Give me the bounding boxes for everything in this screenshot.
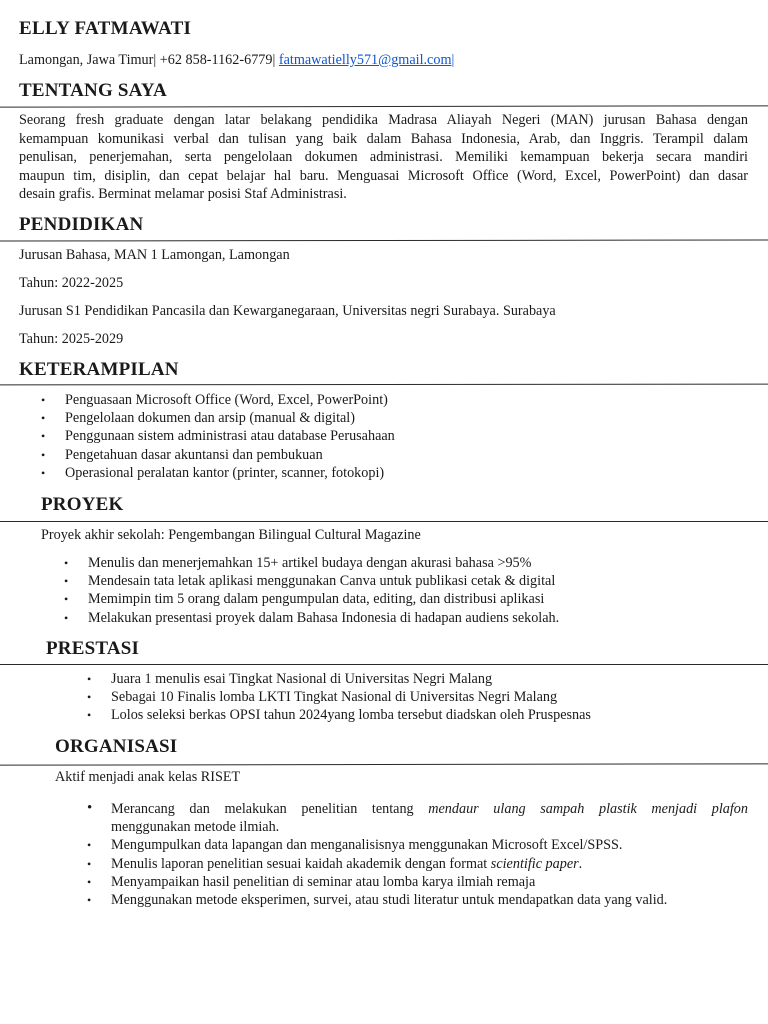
achievement-text: Sebagai 10 Finalis lomba LKTI Tingkat Nasional di Universitas Negri Malang	[111, 689, 558, 706]
bullet-icon: •	[64, 592, 69, 607]
section-title-achievements: PRESTASI	[46, 638, 140, 659]
bullet-icon: •	[64, 556, 69, 570]
achievements-list	[87, 670, 591, 725]
list-item	[64, 609, 560, 627]
skill-text: Penguasaan Microsoft Office (Word, Excel, PowerPoint)	[65, 392, 388, 408]
organization-text: Menulis laporan penelitian sesuai kaidah akademik dengan format	[111, 855, 491, 872]
organization-text: Menggunakan metode eksperimen, survei, atau studi literatur untuk mendapatkan data yang valid.	[111, 892, 668, 909]
bullet-icon: •	[41, 447, 46, 462]
about-line: kemampuan komunikasi verbal dan tulisan yang baik dalam Bahasa Indonesia, Arab, dan Inggris. Terampil dalam	[19, 130, 748, 147]
organization-text: menggunakan metode ilmiah.	[111, 819, 280, 836]
organization-text-italic: scientific paper	[490, 855, 579, 872]
bullet-icon: •	[41, 393, 46, 407]
section-divider	[0, 105, 768, 107]
organization-text: Merancang dan melakukan penelitian tentang	[111, 801, 429, 817]
skill-text: Penggunaan sistem administrasi atau database Perusahaan	[65, 428, 395, 445]
project-list	[64, 554, 560, 627]
skill-text: Pengelolaan dokumen dan arsip (manual & digital)	[65, 410, 355, 427]
list-item	[87, 670, 591, 688]
list-item	[41, 409, 395, 427]
bullet-icon: •	[64, 574, 69, 589]
bullet-icon: •	[41, 465, 46, 480]
organization-text: Menyampaikan hasil penelitian di seminar atau lomba karya ilmiah remaja	[111, 873, 536, 890]
education-years: Tahun: 2022-2025	[19, 275, 124, 291]
bullet-icon: •	[41, 411, 46, 426]
section-divider	[0, 239, 768, 241]
organization-list	[87, 800, 748, 909]
achievement-text: Lolos seleksi berkas OPSI tahun 2024yang lomba tersebut diadskan oleh Pruspesnas	[111, 707, 591, 724]
section-title-project: PROYEK	[41, 494, 124, 515]
about-line: desain grafis. Berminat melamar posisi Staf Administrasi.	[19, 186, 347, 203]
list-item	[64, 554, 559, 572]
list-item	[87, 800, 748, 836]
section-title-organization: ORGANISASI	[55, 736, 178, 757]
organization-text: .	[578, 855, 583, 872]
project-text: Melakukan presentasi proyek dalam Bahasa Indonesia di hadapan audiens sekolah.	[88, 609, 560, 626]
organization-text-italic: mendaur ulang sampah plastik menjadi plafon	[428, 801, 748, 817]
bullet-icon: •	[87, 690, 92, 705]
project-text: Menulis dan menerjemahkan 15+ artikel budaya dengan akurasi bahasa >95%	[88, 555, 532, 571]
list-item	[41, 446, 395, 464]
about-line: maupun tim, disiplin, dan cepat belajar hal baru. Menguasai Microsoft Office (Word, Excel, PowerPoint) dan dasar	[19, 167, 748, 184]
email-link[interactable]: fatmawatielly571@gmail.com	[278, 52, 452, 68]
about-line: Seorang fresh graduate dengan latar belakang pendidika Madrasa Aliayah Negeri (MAN) jurusan Bahasa dengan	[19, 112, 748, 128]
section-title-education: PENDIDIKAN	[19, 214, 144, 235]
list-item	[87, 706, 591, 724]
achievement-text: Juara 1 menulis esai Tingkat Nasional di Universitas Negri Malang	[111, 671, 493, 687]
list-item	[64, 572, 559, 590]
project-text: Mendesain tata letak aplikasi menggunakan Canva untuk publikasi cetak & digital	[88, 573, 556, 590]
section-title-skills: KETERAMPILAN	[19, 359, 179, 380]
skill-text: Operasional peralatan kantor (printer, scanner, fotokopi)	[65, 464, 385, 481]
bullet-icon: •	[87, 874, 92, 889]
project-intro: Proyek akhir sekolah: Pengembangan Bilingual Cultural Magazine	[41, 527, 421, 543]
bullet-icon: •	[64, 610, 69, 625]
phone-text: +62 858-1162-6779|	[156, 52, 276, 68]
organization-intro: Aktif menjadi anak kelas RISET	[55, 769, 241, 785]
bullet-icon: •	[87, 708, 92, 723]
list-item	[41, 464, 395, 482]
project-text: Memimpin tim 5 orang dalam pengumpulan data, editing, dan distribusi aplikasi	[88, 591, 545, 608]
bullet-icon: •	[87, 838, 92, 853]
bullet-icon: •	[87, 856, 92, 871]
education-school: Jurusan S1 Pendidikan Pancasila dan Kewarganegaraan, Universitas negri Surabaya. Surabaya	[19, 303, 556, 319]
location-text: Lamongan, Jawa Timur|	[19, 52, 157, 68]
education-years: Tahun: 2025-2029	[19, 331, 124, 347]
skill-text: Pengetahuan dasar akuntansi dan pembukuan	[65, 446, 323, 463]
email-separator: |	[451, 52, 455, 68]
section-divider	[0, 521, 768, 522]
about-paragraph	[19, 111, 748, 204]
list-item	[41, 427, 395, 445]
bullet-icon: •	[87, 893, 92, 908]
section-divider	[0, 664, 768, 665]
list-item	[41, 391, 395, 409]
candidate-name: ELLY FATMAWATI	[19, 18, 192, 39]
section-divider	[0, 384, 768, 386]
list-item	[87, 688, 591, 706]
about-line: penulisan, penerjemahan, serta pengelolaan dokumen administrasi. Memiliki kemampuan bekerja secara mandiri	[19, 149, 748, 166]
bullet-icon: •	[87, 672, 92, 686]
organization-text-line	[111, 800, 748, 818]
list-item	[64, 590, 559, 608]
education-school: Jurusan Bahasa, MAN 1 Lamongan, Lamongan	[19, 247, 290, 263]
list-item	[87, 836, 748, 854]
bullet-icon: •	[41, 429, 46, 444]
section-divider	[0, 763, 768, 765]
contact-line	[19, 51, 454, 69]
skills-list	[41, 391, 395, 482]
list-item	[87, 873, 748, 891]
bullet-icon: •	[87, 800, 93, 816]
list-item	[87, 855, 748, 873]
section-title-about: TENTANG SAYA	[19, 80, 167, 101]
organization-text: Mengumpulkan data lapangan dan menganalisisnya menggunakan Microsoft Excel/SPSS.	[111, 837, 623, 854]
list-item	[87, 891, 748, 909]
